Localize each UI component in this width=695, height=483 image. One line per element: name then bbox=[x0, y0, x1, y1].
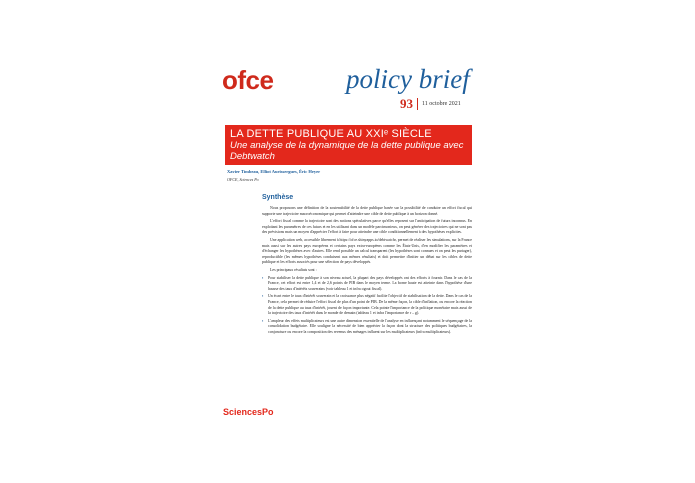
synthese-body bbox=[262, 206, 472, 411]
synthese-paragraph: L'effort fiscal comme la trajectoire sont des notions spéculatives parce qu'elles reposent sur l'anticipation de futurs inconnus. En exploitant les paramètres de ces futurs et en les utilisant dans un modèle parcimonieux, on peut générer des trajectoires qui ne sont pas des prévisions mais un moyen d'apprécier l'effort à faire pour atteindre une cible conditionnellement à des hypothèses explicites. bbox=[262, 219, 472, 235]
result-item: ▪ Pour stabiliser la dette publique à son niveau actuel, la plupart des pays développés ont des efforts à fournir. Dans le cas de la France, cet effort est entre 1,4 et de 2,6 points de PIB dans le moyen terme. La borne haute est atteinte dans l'hypothèse d'une hausse des taux d'intérêts souverains (voir tableau 1 et infra σgout fiscal). bbox=[268, 276, 472, 293]
synthese-paragraph: Nous proposons une définition de la soutenabilité de la dette publique basée sur la possibilité de conduire un effort fiscal qui supporte une trajectoire macroéconomique qui permet d'atteindre une cible de dette publique à un horizon donné. bbox=[262, 206, 472, 216]
synthese-paragraph: Les principaux résultats sont : bbox=[270, 267, 317, 272]
result-item: ▪ Un écart entre le taux d'intérêt souverain et la croissance plus négatif facilite l'objectif de stabilisation de la dette. Dans le cas de la France, cela permet de réduire l'effort fiscal de plus d'un point de PIB. De la même façon, la cible d'inflation, ou encore la réaction de la dette publique au taux d'intérêt, jouent de façon importante. Cela pointe l'importance de la politique monétaire mais aussi de la trajectoire des taux d'intérêt dans le monde de demain (tableau 1 et infra l'importance de r – g). bbox=[268, 294, 472, 316]
ofce-logo: ofce bbox=[222, 65, 274, 95]
issue-number: 93 bbox=[400, 96, 413, 111]
author-affiliation: OFCE, Sciences Po bbox=[227, 177, 259, 182]
results-list bbox=[262, 276, 472, 336]
author-names: Xavier Timbeau, Elliot Aurissergues, Éric Heyer bbox=[227, 169, 321, 174]
series-title: policy brief bbox=[346, 64, 470, 94]
issue-divider bbox=[417, 98, 418, 110]
document-title: LA DETTE PUBLIQUE AU XXIᵉ SIÈCLE bbox=[230, 128, 432, 140]
title-banner bbox=[225, 125, 472, 165]
issue-line bbox=[400, 96, 461, 112]
synthese-paragraph: Une application web, accessible librement à https://ofce.shinyapps.io/debtwatchr, permet de réaliser les simulations, sur la France mais aussi sur les autres pays européens et certains pays extra-européens comme les États-Unis, d'en modifier les paramètres et d'échanger les hypothèses avec d'autres. Elle rend possible un calcul transparent (les hypothèses sont connues et on peut les partager), reproductible (les mêmes hypothèses conduisent aux mêmes résultats) et doit permettre d'initier un débat sur les cibles de dette publique et les efforts associés pour une sélection de pays développés. bbox=[262, 237, 472, 265]
issue-date: 11 octobre 2021 bbox=[422, 101, 461, 107]
sciencespo-logo: SciencesPo bbox=[223, 407, 274, 417]
document-subtitle: Une analyse de la dynamique de la dette publique avec Debtwatch bbox=[230, 140, 464, 162]
result-item: ▪ L'ampleur des effets multiplicateurs est une autre dimension essentielle de l'analyse en influençant notamment le séquençage de la consolidation budgétaire. Elle souligne la nécessité de bien apprécier la façon dont la structure des politiques budgétaires, la conjoncture ou encore la composition des revenus des ménages influent sur les multiplicateurs (infra multiplicateurs). bbox=[268, 319, 472, 336]
synthese-heading: Synthèse bbox=[262, 194, 294, 201]
